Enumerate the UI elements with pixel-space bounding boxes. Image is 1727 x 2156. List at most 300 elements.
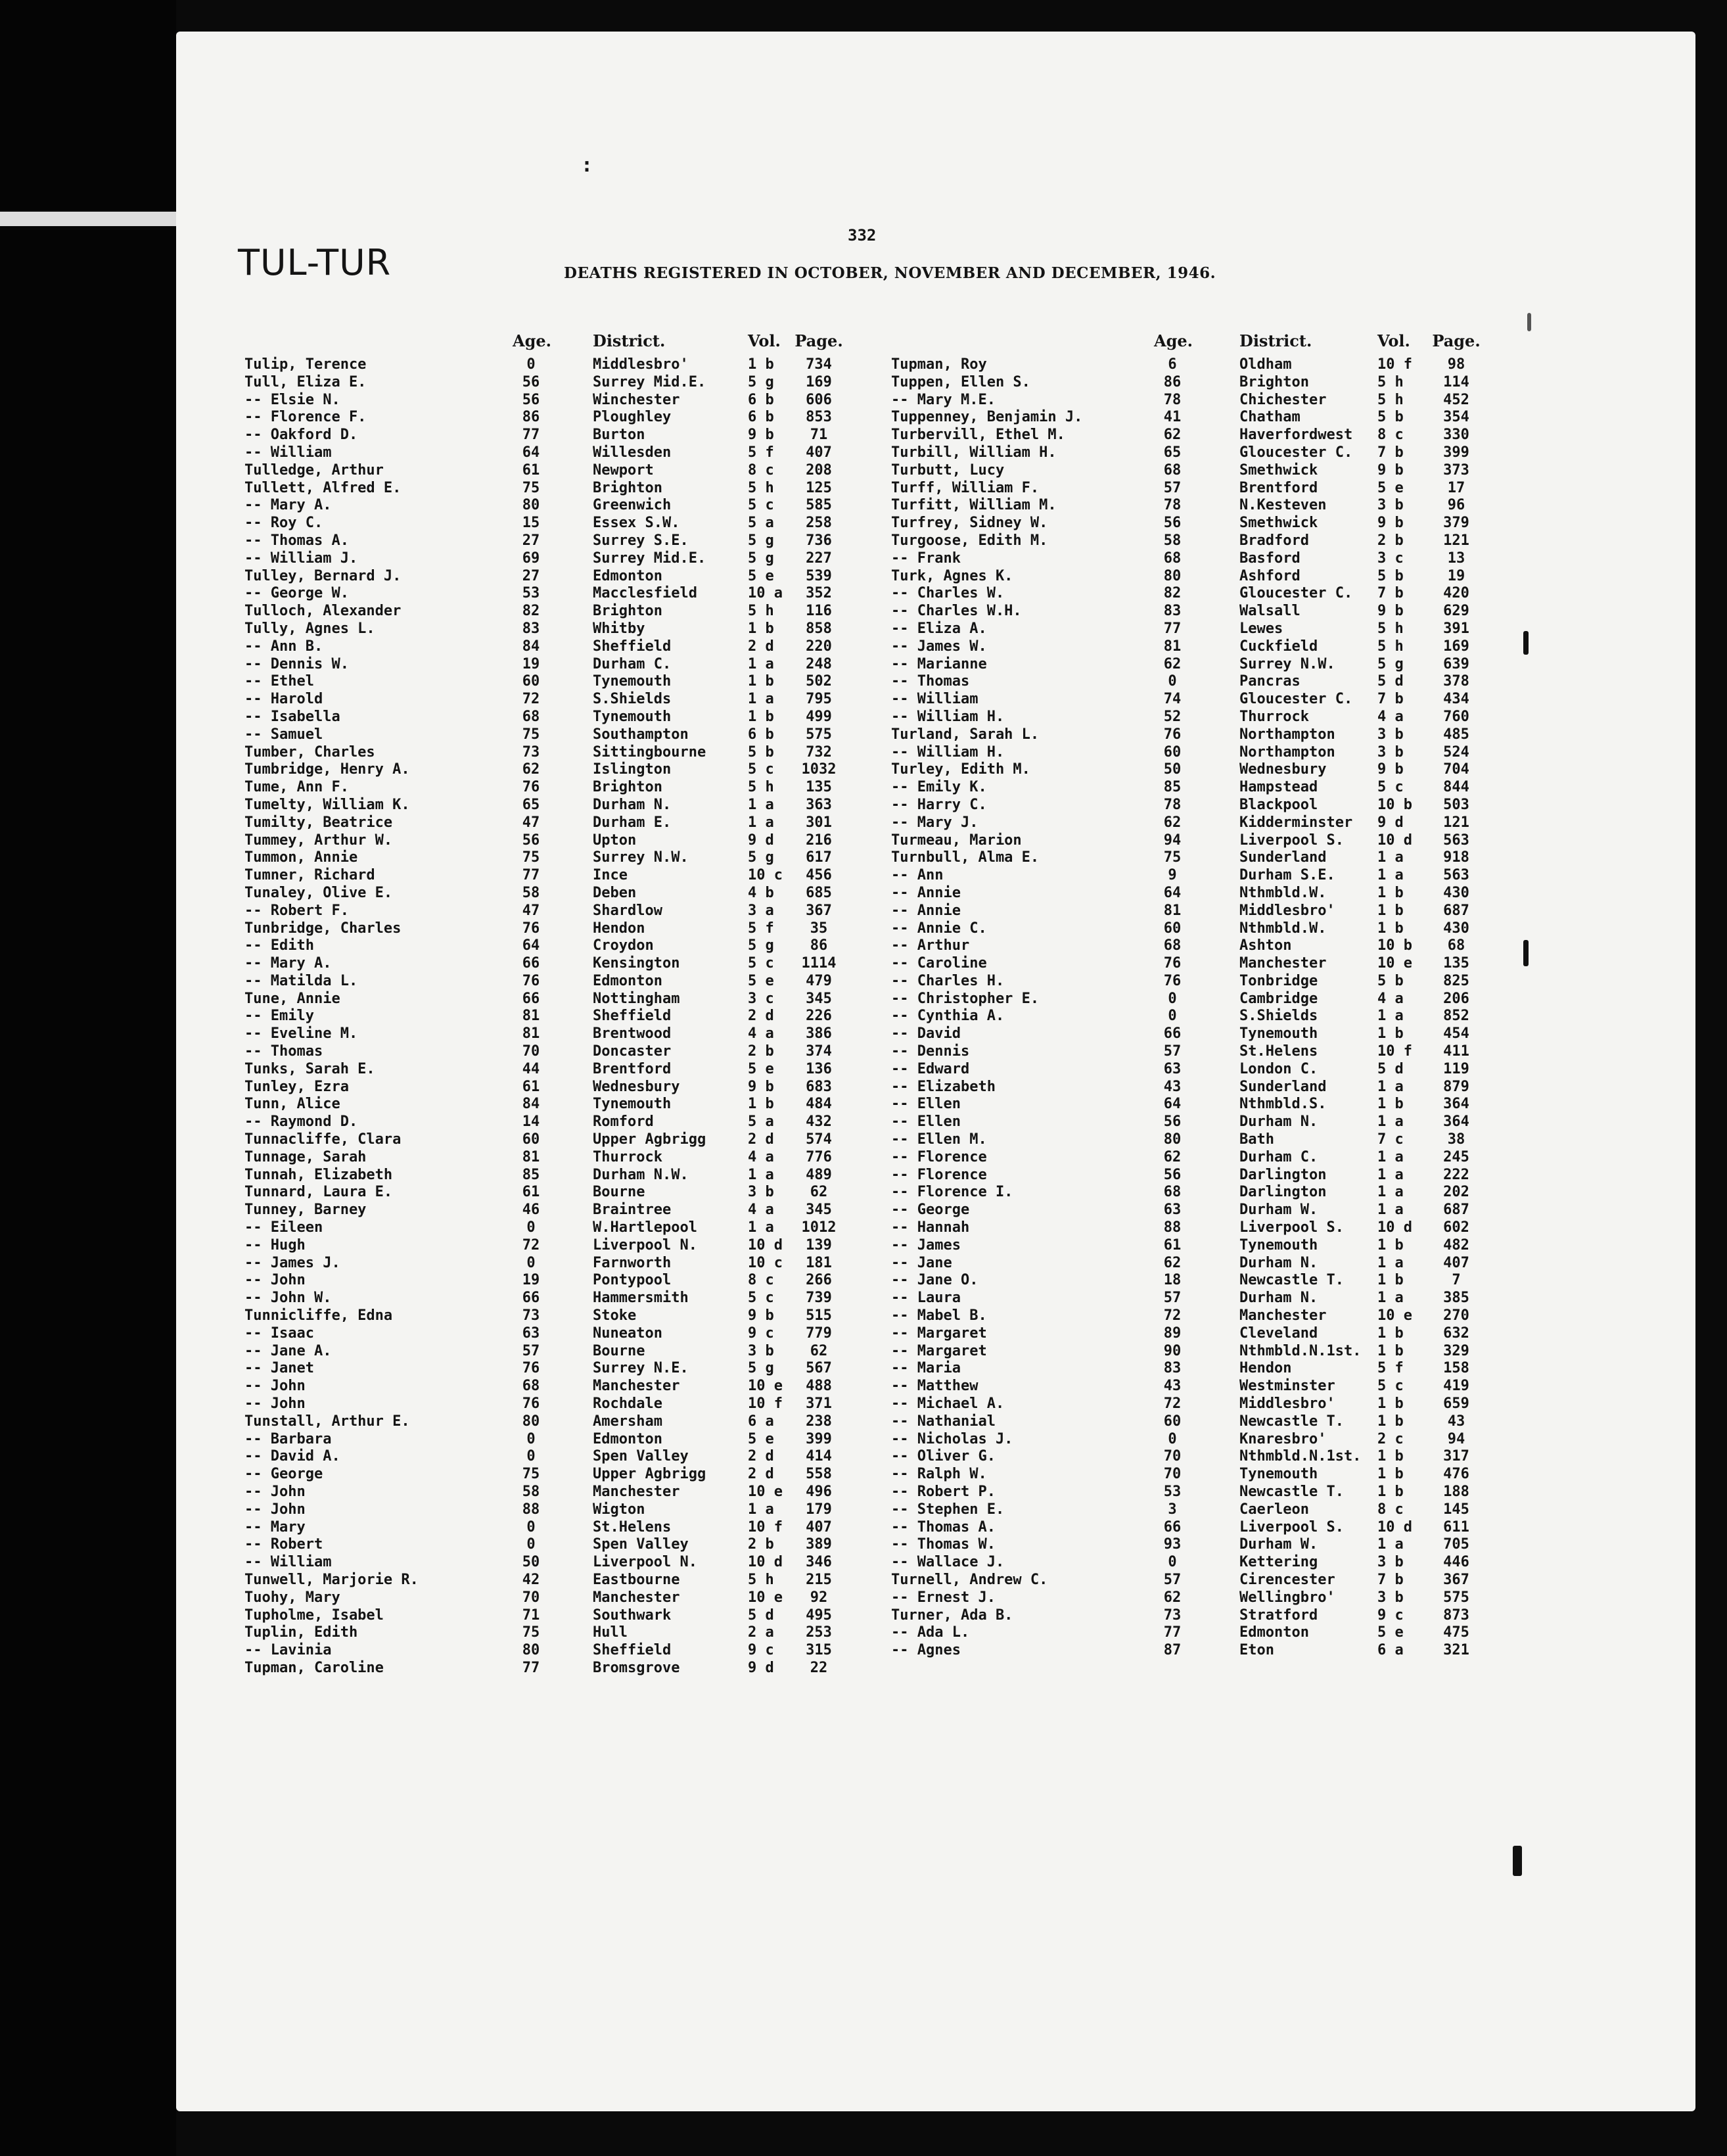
entry-vol: 1 a bbox=[748, 691, 774, 708]
entry-page: 430 bbox=[1443, 920, 1469, 937]
entry-vol: 1 b bbox=[1377, 1272, 1404, 1289]
header-vol: Vol. bbox=[1377, 331, 1410, 350]
entry-age: 0 bbox=[526, 1430, 536, 1447]
entry-district: Knaresbro' bbox=[1239, 1430, 1327, 1447]
entry-vol: 5 g bbox=[748, 373, 774, 390]
entry-vol: 4 a bbox=[748, 1025, 774, 1043]
entry-age: 72 bbox=[522, 1236, 540, 1254]
entry-age: 88 bbox=[522, 1501, 540, 1518]
entry-age: 47 bbox=[522, 902, 540, 919]
entry-age: 66 bbox=[1163, 1518, 1182, 1535]
index-entry bbox=[244, 1378, 902, 1395]
index-entry bbox=[244, 656, 902, 674]
entry-age: 77 bbox=[522, 867, 540, 884]
entry-age: 70 bbox=[522, 1043, 540, 1060]
entry-age: 71 bbox=[522, 1606, 540, 1624]
entry-district: Middlesbro' bbox=[1239, 902, 1335, 919]
entry-age: 68 bbox=[1163, 1184, 1182, 1201]
index-entry bbox=[244, 1131, 902, 1149]
entry-page: 563 bbox=[1443, 832, 1469, 849]
entry-district: Manchester bbox=[1239, 955, 1327, 972]
entry-name: -- Maria bbox=[891, 1360, 961, 1377]
entry-age: 88 bbox=[1163, 1219, 1182, 1236]
index-entry bbox=[891, 1290, 1548, 1307]
entry-page: 558 bbox=[806, 1466, 832, 1483]
entry-age: 62 bbox=[1163, 1254, 1182, 1271]
entry-age: 27 bbox=[522, 532, 540, 549]
entry-vol: 3 b bbox=[1377, 726, 1404, 743]
entry-name: -- Mary A. bbox=[244, 497, 332, 514]
entry-vol: 7 c bbox=[1377, 1131, 1404, 1148]
index-entry bbox=[244, 849, 902, 867]
index-entry bbox=[244, 1572, 902, 1589]
index-entry bbox=[244, 1255, 902, 1273]
entry-name: -- Harry C. bbox=[891, 796, 987, 813]
entry-age: 57 bbox=[1163, 1043, 1182, 1060]
entry-vol: 10 a bbox=[748, 585, 783, 602]
entry-vol: 1 b bbox=[1377, 1342, 1404, 1359]
entry-district: Durham S.E. bbox=[1239, 867, 1335, 884]
index-entry bbox=[244, 1448, 902, 1466]
entry-district: Tynemouth bbox=[1239, 1236, 1318, 1254]
index-entry bbox=[891, 1642, 1548, 1660]
entry-vol: 8 c bbox=[748, 461, 774, 479]
entry-age: 62 bbox=[522, 761, 540, 778]
entry-vol: 9 b bbox=[748, 1307, 774, 1324]
entry-page: 825 bbox=[1443, 972, 1469, 989]
entry-age: 77 bbox=[1163, 620, 1182, 637]
entry-age: 57 bbox=[522, 1342, 540, 1359]
entry-page: 317 bbox=[1443, 1448, 1469, 1465]
entry-name: -- Charles W. bbox=[891, 585, 1005, 602]
index-entry bbox=[244, 1431, 902, 1449]
entry-page: 386 bbox=[806, 1025, 832, 1043]
entry-vol: 5 c bbox=[748, 1290, 774, 1307]
entry-district: Blackpool bbox=[1239, 796, 1318, 813]
entry-name: Tuppenney, Benjamin J. bbox=[891, 409, 1083, 426]
entry-vol: 9 b bbox=[1377, 603, 1404, 620]
index-entry bbox=[244, 955, 902, 973]
index-entry bbox=[891, 1008, 1548, 1025]
entry-district: Upper Agbrigg bbox=[593, 1466, 706, 1483]
entry-name: -- Laura bbox=[891, 1290, 961, 1307]
index-entry bbox=[891, 1325, 1548, 1343]
entry-vol: 10 f bbox=[748, 1518, 783, 1535]
entry-age: 73 bbox=[522, 1307, 540, 1324]
entry-name: -- James W. bbox=[891, 638, 987, 655]
entry-vol: 2 b bbox=[748, 1536, 774, 1553]
entry-page: 602 bbox=[1443, 1219, 1469, 1236]
entry-age: 80 bbox=[522, 1413, 540, 1430]
entry-vol: 10 d bbox=[1377, 832, 1412, 849]
entry-district: Manchester bbox=[593, 1589, 680, 1606]
entry-vol: 1 b bbox=[748, 620, 774, 637]
entry-age: 86 bbox=[1163, 373, 1182, 390]
entry-vol: 4 a bbox=[748, 1148, 774, 1165]
entry-age: 76 bbox=[1163, 726, 1182, 743]
index-entry bbox=[891, 1061, 1548, 1079]
entry-district: Liverpool N. bbox=[593, 1236, 697, 1254]
entry-age: 60 bbox=[522, 1131, 540, 1148]
entry-age: 63 bbox=[522, 1324, 540, 1342]
index-entry bbox=[891, 779, 1548, 797]
entry-age: 80 bbox=[522, 497, 540, 514]
entry-vol: 1 b bbox=[1377, 1395, 1404, 1413]
index-entry bbox=[891, 955, 1548, 973]
entry-vol: 3 c bbox=[748, 990, 774, 1007]
entry-vol: 3 b bbox=[1377, 743, 1404, 761]
entry-page: 539 bbox=[806, 567, 832, 584]
entry-district: Nthmbld.W. bbox=[1239, 884, 1327, 901]
entry-vol: 3 b bbox=[748, 1342, 774, 1359]
entry-age: 94 bbox=[1163, 832, 1182, 849]
index-entry bbox=[891, 656, 1548, 674]
entry-district: Surrey N.W. bbox=[1239, 655, 1335, 672]
entry-district: Brighton bbox=[593, 603, 662, 620]
entry-age: 50 bbox=[522, 1554, 540, 1571]
entry-district: Brentford bbox=[593, 1060, 672, 1077]
entry-name: Tunstall, Arthur E. bbox=[244, 1413, 410, 1430]
entry-page: 35 bbox=[810, 920, 828, 937]
entry-district: Surrey N.W. bbox=[593, 849, 689, 866]
entry-age: 47 bbox=[522, 814, 540, 831]
left-index-column bbox=[244, 329, 902, 1677]
entry-vol: 6 b bbox=[748, 391, 774, 408]
entry-vol: 3 c bbox=[1377, 550, 1404, 567]
entry-district: Tynemouth bbox=[593, 708, 672, 725]
entry-vol: 9 b bbox=[1377, 515, 1404, 532]
entry-district: Braintree bbox=[593, 1202, 672, 1219]
entry-page: 760 bbox=[1443, 708, 1469, 725]
entry-vol: 5 b bbox=[1377, 409, 1404, 426]
index-entry bbox=[891, 1131, 1548, 1149]
entry-page: 86 bbox=[810, 937, 828, 954]
entry-age: 64 bbox=[1163, 884, 1182, 901]
entry-page: 121 bbox=[1443, 814, 1469, 831]
entry-page: 363 bbox=[806, 796, 832, 813]
entry-age: 72 bbox=[1163, 1307, 1182, 1324]
entry-page: 125 bbox=[806, 479, 832, 496]
entry-age: 19 bbox=[522, 1272, 540, 1289]
entry-page: 321 bbox=[1443, 1642, 1469, 1659]
entry-district: Tonbridge bbox=[1239, 972, 1318, 989]
entry-district: Sheffield bbox=[593, 1642, 672, 1659]
entry-vol: 1 b bbox=[1377, 1413, 1404, 1430]
entry-name: Tunnicliffe, Edna bbox=[244, 1307, 393, 1324]
index-entry bbox=[244, 1466, 902, 1484]
entry-vol: 5 c bbox=[748, 955, 774, 972]
entry-age: 81 bbox=[522, 1025, 540, 1043]
index-entry bbox=[891, 673, 1548, 691]
entry-name: Tumner, Richard bbox=[244, 867, 375, 884]
entry-page: 62 bbox=[810, 1342, 828, 1359]
entry-district: Surrey Mid.E. bbox=[593, 373, 706, 390]
entry-district: Greenwich bbox=[593, 497, 672, 514]
entry-district: Manchester bbox=[593, 1378, 680, 1395]
index-entry bbox=[244, 937, 902, 955]
entry-page: 367 bbox=[806, 902, 832, 919]
entry-age: 81 bbox=[1163, 638, 1182, 655]
entry-district: Edmonton bbox=[593, 567, 662, 584]
entry-district: Durham E. bbox=[593, 814, 672, 831]
entry-vol: 10 e bbox=[748, 1589, 783, 1606]
entry-district: Newcastle T. bbox=[1239, 1272, 1344, 1289]
entry-vol: 2 b bbox=[1377, 532, 1404, 549]
index-entry bbox=[244, 1184, 902, 1202]
entry-name: Tunwell, Marjorie R. bbox=[244, 1571, 419, 1588]
header-page: Page. bbox=[1432, 331, 1481, 350]
entry-district: Sheffield bbox=[593, 638, 672, 655]
entry-name: -- John bbox=[244, 1378, 306, 1395]
entry-vol: 4 b bbox=[748, 884, 774, 901]
entry-vol: 5 f bbox=[1377, 1360, 1404, 1377]
entry-district: Tynemouth bbox=[593, 673, 672, 690]
entry-vol: 5 e bbox=[748, 972, 774, 989]
entry-page: 116 bbox=[806, 603, 832, 620]
entry-vol: 1 a bbox=[748, 1166, 774, 1183]
entry-district: Durham N. bbox=[593, 796, 672, 813]
entry-page: 354 bbox=[1443, 409, 1469, 426]
index-entry bbox=[891, 1624, 1548, 1642]
entry-district: Bourne bbox=[593, 1184, 645, 1201]
entry-age: 64 bbox=[522, 444, 540, 461]
entry-name: -- Janet bbox=[244, 1360, 314, 1377]
entry-age: 83 bbox=[1163, 1360, 1182, 1377]
entry-page: 639 bbox=[1443, 655, 1469, 672]
entry-age: 66 bbox=[522, 955, 540, 972]
entry-age: 68 bbox=[522, 708, 540, 725]
entry-age: 66 bbox=[1163, 1025, 1182, 1043]
entry-age: 86 bbox=[522, 409, 540, 426]
entry-page: 575 bbox=[1443, 1589, 1469, 1606]
entry-page: 611 bbox=[1443, 1518, 1469, 1535]
entry-vol: 5 g bbox=[748, 550, 774, 567]
entry-district: Pontypool bbox=[593, 1272, 672, 1289]
entry-page: 432 bbox=[806, 1113, 832, 1131]
entry-district: Surrey Mid.E. bbox=[593, 550, 706, 567]
entry-age: 18 bbox=[1163, 1272, 1182, 1289]
entry-page: 121 bbox=[1443, 532, 1469, 549]
index-entry bbox=[244, 392, 902, 410]
entry-page: 524 bbox=[1443, 743, 1469, 761]
binding-mark bbox=[1513, 1846, 1522, 1876]
entry-age: 14 bbox=[522, 1113, 540, 1131]
entry-name: Tumilty, Beatrice bbox=[244, 814, 393, 831]
index-entry bbox=[891, 1167, 1548, 1184]
index-entry bbox=[244, 1660, 902, 1677]
index-entry bbox=[244, 1589, 902, 1607]
index-entry bbox=[891, 1378, 1548, 1395]
entry-name: -- Annie C. bbox=[891, 920, 987, 937]
index-entry bbox=[244, 427, 902, 444]
index-entry bbox=[891, 603, 1548, 621]
index-entry bbox=[244, 1149, 902, 1167]
entry-district: Ploughley bbox=[593, 409, 672, 426]
entry-page: 226 bbox=[806, 1008, 832, 1025]
entry-vol: 2 c bbox=[1377, 1430, 1404, 1447]
entry-age: 56 bbox=[522, 391, 540, 408]
entry-age: 82 bbox=[522, 603, 540, 620]
entry-name: Tupman, Caroline bbox=[244, 1659, 384, 1676]
entry-age: 44 bbox=[522, 1060, 540, 1077]
entry-age: 60 bbox=[1163, 743, 1182, 761]
entry-page: 68 bbox=[1447, 937, 1465, 954]
entry-page: 258 bbox=[806, 515, 832, 532]
index-entry bbox=[891, 920, 1548, 938]
entry-district: Cuckfield bbox=[1239, 638, 1318, 655]
index-entry bbox=[244, 991, 902, 1008]
index-entry bbox=[891, 973, 1548, 991]
index-entry bbox=[891, 744, 1548, 762]
entry-page: 43 bbox=[1447, 1413, 1465, 1430]
entry-page: 732 bbox=[806, 743, 832, 761]
entry-district: Doncaster bbox=[593, 1043, 672, 1060]
entry-vol: 1 b bbox=[1377, 1096, 1404, 1113]
index-entry bbox=[891, 1272, 1548, 1290]
entry-page: 22 bbox=[810, 1659, 828, 1676]
entry-vol: 5 b bbox=[1377, 972, 1404, 989]
entry-age: 90 bbox=[1163, 1342, 1182, 1359]
index-entry bbox=[891, 867, 1548, 885]
entry-name: -- William H. bbox=[891, 743, 1005, 761]
index-entry bbox=[244, 832, 902, 850]
entry-age: 15 bbox=[522, 515, 540, 532]
entry-district: Hendon bbox=[593, 920, 645, 937]
entry-name: -- Thomas A. bbox=[891, 1518, 996, 1535]
entry-vol: 3 b bbox=[1377, 1554, 1404, 1571]
entry-age: 75 bbox=[522, 726, 540, 743]
entry-age: 78 bbox=[1163, 497, 1182, 514]
entry-page: 385 bbox=[1443, 1290, 1469, 1307]
entry-page: 179 bbox=[806, 1501, 832, 1518]
entry-name: -- William bbox=[244, 444, 332, 461]
entry-vol: 1 a bbox=[1377, 1254, 1404, 1271]
entry-vol: 1 b bbox=[1377, 902, 1404, 919]
entry-district: Ince bbox=[593, 867, 628, 884]
index-entry bbox=[891, 814, 1548, 832]
entry-district: Nottingham bbox=[593, 990, 680, 1007]
entry-vol: 9 c bbox=[1377, 1606, 1404, 1624]
entry-district: Hull bbox=[593, 1624, 628, 1641]
entry-district: London C. bbox=[1239, 1060, 1318, 1077]
entry-name: -- Cynthia A. bbox=[891, 1008, 1005, 1025]
entry-district: Oldham bbox=[1239, 356, 1292, 373]
entry-name: -- Hannah bbox=[891, 1219, 970, 1236]
entry-district: Nthmbld.N.1st. bbox=[1239, 1342, 1362, 1359]
entry-vol: 5 e bbox=[1377, 1624, 1404, 1641]
entry-page: 135 bbox=[1443, 955, 1469, 972]
entry-name: Tunnah, Elizabeth bbox=[244, 1166, 393, 1183]
entry-page: 420 bbox=[1443, 585, 1469, 602]
entry-page: 94 bbox=[1447, 1430, 1465, 1447]
entry-age: 27 bbox=[522, 567, 540, 584]
entry-name: Tunley, Ezra bbox=[244, 1078, 349, 1095]
index-entry bbox=[891, 1360, 1548, 1378]
entry-name: Tuplin, Edith bbox=[244, 1624, 358, 1641]
entry-name: Turner, Ada B. bbox=[891, 1606, 1013, 1624]
entry-name: Tume, Ann F. bbox=[244, 779, 349, 796]
entry-page: 502 bbox=[806, 673, 832, 690]
entry-page: 482 bbox=[1443, 1236, 1469, 1254]
entry-age: 41 bbox=[1163, 409, 1182, 426]
entry-age: 85 bbox=[1163, 779, 1182, 796]
entry-district: Brighton bbox=[593, 779, 662, 796]
entry-name: -- Thomas W. bbox=[891, 1536, 996, 1553]
entry-age: 62 bbox=[1163, 814, 1182, 831]
entry-vol: 10 f bbox=[1377, 356, 1412, 373]
entry-name: -- Dennis bbox=[891, 1043, 970, 1060]
entry-page: 114 bbox=[1443, 373, 1469, 390]
entry-district: Hendon bbox=[1239, 1360, 1292, 1377]
entry-district: Nthmbld.W. bbox=[1239, 920, 1327, 937]
entry-age: 62 bbox=[1163, 1148, 1182, 1165]
header-district: District. bbox=[1239, 331, 1312, 350]
index-entry bbox=[891, 1448, 1548, 1466]
entry-vol: 1 b bbox=[1377, 884, 1404, 901]
entry-name: Tummon, Annie bbox=[244, 849, 358, 866]
entry-vol: 5 h bbox=[748, 1571, 774, 1588]
entry-district: Middlesbro' bbox=[593, 356, 689, 373]
entry-vol: 10 c bbox=[748, 867, 783, 884]
entry-district: Newcastle T. bbox=[1239, 1413, 1344, 1430]
entry-district: Nthmbld.S. bbox=[1239, 1096, 1327, 1113]
entry-name: -- Charles W.H. bbox=[891, 603, 1022, 620]
index-entry bbox=[891, 1307, 1548, 1325]
index-entry bbox=[891, 427, 1548, 444]
entry-age: 43 bbox=[1163, 1378, 1182, 1395]
index-entry bbox=[244, 1501, 902, 1519]
entry-vol: 9 d bbox=[748, 1659, 774, 1676]
entry-district: N.Kesteven bbox=[1239, 497, 1327, 514]
entry-page: 496 bbox=[806, 1484, 832, 1500]
entry-district: Southwark bbox=[593, 1606, 672, 1624]
entry-district: Edmonton bbox=[1239, 1624, 1309, 1641]
entry-vol: 4 a bbox=[1377, 708, 1404, 725]
entry-name: -- Jane bbox=[891, 1254, 952, 1271]
entry-name: -- Mary M.E. bbox=[891, 391, 996, 408]
entry-name: -- Frank bbox=[891, 550, 961, 567]
entry-district: St.Helens bbox=[593, 1518, 672, 1535]
index-entry bbox=[891, 1219, 1548, 1237]
entry-district: Smethwick bbox=[1239, 515, 1318, 532]
entry-vol: 9 c bbox=[748, 1324, 774, 1342]
entry-vol: 9 d bbox=[748, 832, 774, 849]
entry-age: 78 bbox=[1163, 796, 1182, 813]
entry-district: Ashton bbox=[1239, 937, 1292, 954]
index-entry bbox=[244, 585, 902, 603]
header-district: District. bbox=[593, 331, 666, 350]
entry-district: Upton bbox=[593, 832, 637, 849]
entry-name: Tuppen, Ellen S. bbox=[891, 373, 1030, 390]
entry-name: Tunbridge, Charles bbox=[244, 920, 402, 937]
index-entry bbox=[244, 1113, 902, 1131]
entry-name: Tunnard, Laura E. bbox=[244, 1184, 393, 1201]
entry-age: 80 bbox=[1163, 567, 1182, 584]
index-entry bbox=[891, 638, 1548, 656]
entry-vol: 1 b bbox=[748, 356, 774, 373]
entry-name: Tunnacliffe, Clara bbox=[244, 1131, 402, 1148]
entry-name: Tuohy, Mary bbox=[244, 1589, 340, 1606]
entry-vol: 1 a bbox=[748, 814, 774, 831]
entry-district: Stratford bbox=[1239, 1606, 1318, 1624]
section-code: TUL-TUR bbox=[238, 242, 392, 283]
entry-district: Romford bbox=[593, 1113, 654, 1131]
entry-vol: 10 f bbox=[748, 1395, 783, 1413]
index-entry bbox=[891, 902, 1548, 920]
entry-age: 56 bbox=[1163, 1113, 1182, 1131]
entry-district: Whitby bbox=[593, 620, 645, 637]
entry-vol: 10 b bbox=[1377, 937, 1412, 954]
